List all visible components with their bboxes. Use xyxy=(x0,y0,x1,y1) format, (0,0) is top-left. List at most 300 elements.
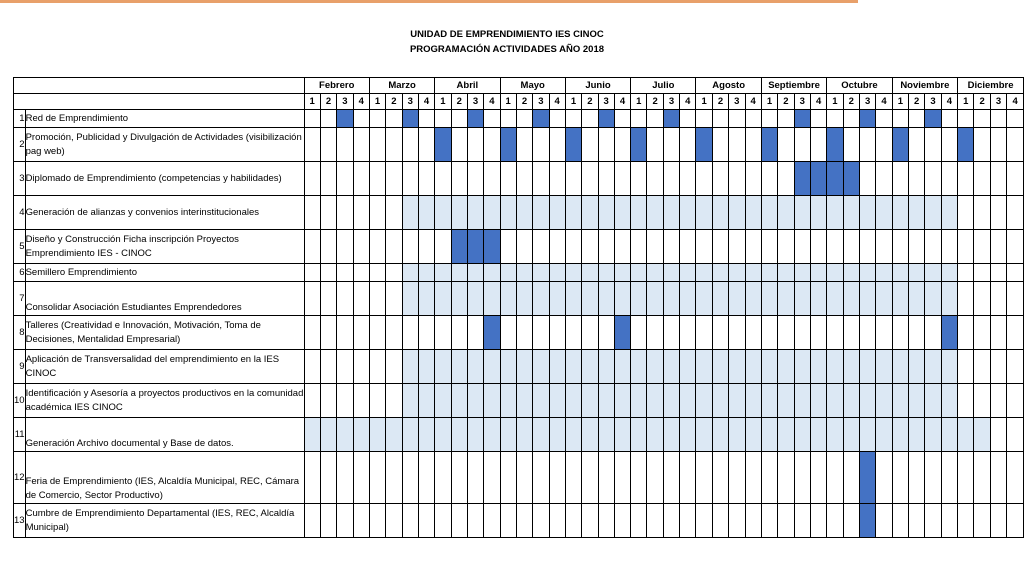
week-cell xyxy=(680,128,696,162)
activity-number: 10 xyxy=(14,384,26,418)
week-cell xyxy=(696,504,712,538)
ongoing-week-cell xyxy=(843,418,859,452)
week-cell xyxy=(549,452,565,504)
week-header: 3 xyxy=(794,94,810,110)
week-header: 4 xyxy=(614,94,630,110)
week-header: 4 xyxy=(1007,94,1024,110)
activity-row xyxy=(14,350,1024,384)
ongoing-week-cell xyxy=(614,264,630,282)
week-cell xyxy=(304,350,320,384)
ongoing-week-cell xyxy=(794,384,810,418)
week-cell xyxy=(827,504,843,538)
ongoing-week-cell xyxy=(631,384,647,418)
ongoing-week-cell xyxy=(516,264,532,282)
week-cell xyxy=(974,384,990,418)
week-cell xyxy=(729,316,745,350)
week-cell xyxy=(794,452,810,504)
week-cell xyxy=(304,452,320,504)
ongoing-week-cell xyxy=(614,196,630,230)
scheduled-week-cell xyxy=(402,110,418,128)
ongoing-week-cell xyxy=(435,350,451,384)
week-cell xyxy=(500,452,516,504)
scheduled-week-cell xyxy=(794,162,810,196)
week-cell xyxy=(386,264,402,282)
week-cell xyxy=(418,128,434,162)
week-cell xyxy=(778,128,794,162)
week-cell xyxy=(990,384,1006,418)
ongoing-week-cell xyxy=(876,196,892,230)
week-cell xyxy=(663,452,679,504)
week-cell xyxy=(337,452,353,504)
week-cell xyxy=(958,162,974,196)
week-cell xyxy=(1007,110,1024,128)
week-cell xyxy=(386,282,402,316)
week-cell xyxy=(320,196,336,230)
week-cell xyxy=(386,452,402,504)
ongoing-week-cell xyxy=(794,282,810,316)
ongoing-week-cell xyxy=(925,418,941,452)
week-cell xyxy=(353,264,369,282)
week-cell xyxy=(778,230,794,264)
week-cell xyxy=(696,230,712,264)
ongoing-week-cell xyxy=(761,350,777,384)
week-header: 4 xyxy=(810,94,826,110)
ongoing-week-cell xyxy=(843,384,859,418)
week-cell xyxy=(631,162,647,196)
week-cell xyxy=(876,162,892,196)
ongoing-week-cell xyxy=(500,282,516,316)
activity-label: Talleres (Creatividad e Innovación, Motivación, Toma de Decisiones, Mentalidad Empresarial) xyxy=(25,316,304,350)
week-cell xyxy=(810,128,826,162)
week-cell xyxy=(386,350,402,384)
week-cell xyxy=(647,162,663,196)
ongoing-week-cell xyxy=(712,384,728,418)
week-cell xyxy=(974,316,990,350)
ongoing-week-cell xyxy=(451,196,467,230)
week-cell xyxy=(941,128,957,162)
scheduled-week-cell xyxy=(614,316,630,350)
ongoing-week-cell xyxy=(810,384,826,418)
ongoing-week-cell xyxy=(909,384,925,418)
week-cell xyxy=(549,162,565,196)
week-cell xyxy=(500,316,516,350)
week-cell xyxy=(484,452,500,504)
week-header: 2 xyxy=(320,94,336,110)
week-cell xyxy=(974,504,990,538)
week-cell xyxy=(614,110,630,128)
ongoing-week-cell xyxy=(876,282,892,316)
week-cell xyxy=(484,110,500,128)
week-cell xyxy=(876,128,892,162)
week-cell xyxy=(794,128,810,162)
ongoing-week-cell xyxy=(516,196,532,230)
ongoing-week-cell xyxy=(647,282,663,316)
activity-row xyxy=(14,230,1024,264)
week-header: 2 xyxy=(451,94,467,110)
week-cell xyxy=(320,110,336,128)
week-header: 1 xyxy=(892,94,908,110)
ongoing-week-cell xyxy=(696,418,712,452)
ongoing-week-cell xyxy=(859,196,875,230)
ongoing-week-cell xyxy=(533,418,549,452)
week-cell xyxy=(729,162,745,196)
week-cell xyxy=(337,264,353,282)
activity-row xyxy=(14,110,1024,128)
ongoing-week-cell xyxy=(565,350,581,384)
week-header-row xyxy=(14,94,1024,110)
ongoing-week-cell xyxy=(712,350,728,384)
activity-row xyxy=(14,316,1024,350)
ongoing-week-cell xyxy=(304,418,320,452)
week-header: 4 xyxy=(549,94,565,110)
week-cell xyxy=(974,452,990,504)
ongoing-week-cell xyxy=(843,196,859,230)
week-header: 4 xyxy=(941,94,957,110)
month-header: Marzo xyxy=(369,78,434,94)
ongoing-week-cell xyxy=(337,418,353,452)
week-cell xyxy=(729,230,745,264)
header-corner xyxy=(14,78,305,94)
week-cell xyxy=(663,162,679,196)
week-header: 2 xyxy=(582,94,598,110)
week-cell xyxy=(369,452,385,504)
activity-label: Generación de alianzas y convenios interinstitucionales xyxy=(25,196,304,230)
week-cell xyxy=(402,316,418,350)
week-cell xyxy=(582,230,598,264)
top-accent-line xyxy=(0,0,858,3)
ongoing-week-cell xyxy=(500,264,516,282)
week-cell xyxy=(500,162,516,196)
week-header: 3 xyxy=(467,94,483,110)
week-cell xyxy=(958,230,974,264)
week-cell xyxy=(761,230,777,264)
week-header: 1 xyxy=(631,94,647,110)
week-cell xyxy=(386,230,402,264)
week-cell xyxy=(647,128,663,162)
scheduled-week-cell xyxy=(500,128,516,162)
ongoing-week-cell xyxy=(418,196,434,230)
activity-row xyxy=(14,452,1024,504)
week-header: 1 xyxy=(369,94,385,110)
ongoing-week-cell xyxy=(925,282,941,316)
week-cell xyxy=(484,504,500,538)
week-cell xyxy=(369,264,385,282)
week-cell xyxy=(500,110,516,128)
week-cell xyxy=(582,162,598,196)
activity-row xyxy=(14,504,1024,538)
ongoing-week-cell xyxy=(778,282,794,316)
ongoing-week-cell xyxy=(761,196,777,230)
week-cell xyxy=(565,110,581,128)
month-header-row xyxy=(14,78,1024,94)
week-cell xyxy=(337,282,353,316)
ongoing-week-cell xyxy=(484,350,500,384)
week-cell xyxy=(582,504,598,538)
week-cell xyxy=(369,230,385,264)
ongoing-week-cell xyxy=(729,264,745,282)
activity-number: 13 xyxy=(14,504,26,538)
week-cell xyxy=(647,504,663,538)
ongoing-week-cell xyxy=(598,418,614,452)
week-cell xyxy=(990,128,1006,162)
activity-number: 2 xyxy=(14,128,26,162)
week-cell xyxy=(304,282,320,316)
week-cell xyxy=(827,110,843,128)
week-header: 1 xyxy=(958,94,974,110)
week-cell xyxy=(647,316,663,350)
ongoing-week-cell xyxy=(549,418,565,452)
ongoing-week-cell xyxy=(598,350,614,384)
week-cell xyxy=(990,264,1006,282)
ongoing-week-cell xyxy=(876,418,892,452)
week-cell xyxy=(794,230,810,264)
ongoing-week-cell xyxy=(402,196,418,230)
ongoing-week-cell xyxy=(582,418,598,452)
ongoing-week-cell xyxy=(516,350,532,384)
week-cell xyxy=(859,128,875,162)
week-cell xyxy=(663,504,679,538)
ongoing-week-cell xyxy=(892,282,908,316)
week-cell xyxy=(958,504,974,538)
week-cell xyxy=(418,162,434,196)
week-header: 2 xyxy=(843,94,859,110)
week-cell xyxy=(353,162,369,196)
week-cell xyxy=(1007,196,1024,230)
ongoing-week-cell xyxy=(810,350,826,384)
week-cell xyxy=(794,316,810,350)
month-header: Mayo xyxy=(500,78,565,94)
week-cell xyxy=(941,504,957,538)
week-cell xyxy=(631,316,647,350)
week-cell xyxy=(843,316,859,350)
ongoing-week-cell xyxy=(516,282,532,316)
activity-label: Diseño y Construcción Ficha inscripción Proyectos Emprendimiento IES - CINOC xyxy=(25,230,304,264)
week-cell xyxy=(909,452,925,504)
week-cell xyxy=(435,316,451,350)
ongoing-week-cell xyxy=(745,282,761,316)
month-header: Agosto xyxy=(696,78,761,94)
activity-number: 3 xyxy=(14,162,26,196)
week-cell xyxy=(369,504,385,538)
ongoing-week-cell xyxy=(320,418,336,452)
week-header: 2 xyxy=(712,94,728,110)
ongoing-week-cell xyxy=(876,384,892,418)
week-cell xyxy=(320,282,336,316)
week-cell xyxy=(745,452,761,504)
ongoing-week-cell xyxy=(402,384,418,418)
week-cell xyxy=(1007,128,1024,162)
week-cell xyxy=(451,504,467,538)
week-cell xyxy=(304,162,320,196)
week-cell xyxy=(386,128,402,162)
scheduled-week-cell xyxy=(451,230,467,264)
week-cell xyxy=(680,110,696,128)
week-cell xyxy=(467,504,483,538)
week-cell xyxy=(582,452,598,504)
activity-label: Aplicación de Transversalidad del emprendimiento en la IES CINOC xyxy=(25,350,304,384)
week-cell xyxy=(778,162,794,196)
week-cell xyxy=(304,110,320,128)
ongoing-week-cell xyxy=(941,350,957,384)
week-cell xyxy=(451,110,467,128)
ongoing-week-cell xyxy=(663,384,679,418)
scheduled-week-cell xyxy=(761,128,777,162)
activity-schedule-table xyxy=(13,77,1024,538)
week-cell xyxy=(941,452,957,504)
week-cell xyxy=(909,128,925,162)
week-cell xyxy=(892,230,908,264)
ongoing-week-cell xyxy=(582,196,598,230)
week-cell xyxy=(598,230,614,264)
activity-number: 4 xyxy=(14,196,26,230)
ongoing-week-cell xyxy=(451,282,467,316)
week-cell xyxy=(353,230,369,264)
week-header: 1 xyxy=(696,94,712,110)
activity-label: Promoción, Publicidad y Divulgación de Actividades (visibilización pag web) xyxy=(25,128,304,162)
ongoing-week-cell xyxy=(909,418,925,452)
week-cell xyxy=(712,504,728,538)
week-cell xyxy=(876,110,892,128)
scheduled-week-cell xyxy=(484,316,500,350)
ongoing-week-cell xyxy=(696,350,712,384)
week-cell xyxy=(990,110,1006,128)
week-cell xyxy=(1007,350,1024,384)
ongoing-week-cell xyxy=(418,384,434,418)
week-cell xyxy=(320,162,336,196)
week-cell xyxy=(435,230,451,264)
week-cell xyxy=(974,162,990,196)
week-cell xyxy=(696,110,712,128)
week-cell xyxy=(990,230,1006,264)
ongoing-week-cell xyxy=(451,384,467,418)
week-cell xyxy=(909,162,925,196)
week-cell xyxy=(925,230,941,264)
week-cell xyxy=(304,504,320,538)
week-cell xyxy=(614,162,630,196)
ongoing-week-cell xyxy=(909,350,925,384)
document-subtitle: PROGRAMACIÓN ACTIVIDADES AÑO 2018 xyxy=(409,44,605,55)
week-cell xyxy=(843,128,859,162)
week-cell xyxy=(810,504,826,538)
week-cell xyxy=(402,452,418,504)
ongoing-week-cell xyxy=(549,350,565,384)
scheduled-week-cell xyxy=(467,110,483,128)
ongoing-week-cell xyxy=(941,264,957,282)
ongoing-week-cell xyxy=(925,264,941,282)
scheduled-week-cell xyxy=(859,504,875,538)
week-cell xyxy=(418,230,434,264)
week-cell xyxy=(1007,282,1024,316)
week-cell xyxy=(925,162,941,196)
week-cell xyxy=(990,162,1006,196)
ongoing-week-cell xyxy=(778,418,794,452)
week-cell xyxy=(810,230,826,264)
ongoing-week-cell xyxy=(941,282,957,316)
ongoing-week-cell xyxy=(712,196,728,230)
week-cell xyxy=(712,162,728,196)
week-cell xyxy=(353,282,369,316)
scheduled-week-cell xyxy=(941,316,957,350)
week-cell xyxy=(435,162,451,196)
ongoing-week-cell xyxy=(794,418,810,452)
ongoing-week-cell xyxy=(484,418,500,452)
week-cell xyxy=(712,316,728,350)
week-cell xyxy=(549,128,565,162)
week-cell xyxy=(337,162,353,196)
ongoing-week-cell xyxy=(794,264,810,282)
week-cell xyxy=(729,452,745,504)
week-cell xyxy=(990,452,1006,504)
week-cell xyxy=(990,504,1006,538)
week-cell xyxy=(909,316,925,350)
week-cell xyxy=(974,350,990,384)
ongoing-week-cell xyxy=(892,264,908,282)
ongoing-week-cell xyxy=(500,196,516,230)
scheduled-week-cell xyxy=(435,128,451,162)
week-cell xyxy=(631,110,647,128)
week-cell xyxy=(990,316,1006,350)
activity-row xyxy=(14,196,1024,230)
ongoing-week-cell xyxy=(484,196,500,230)
week-cell xyxy=(778,110,794,128)
ongoing-week-cell xyxy=(484,282,500,316)
week-header: 3 xyxy=(337,94,353,110)
ongoing-week-cell xyxy=(827,384,843,418)
ongoing-week-cell xyxy=(451,418,467,452)
scheduled-week-cell xyxy=(484,230,500,264)
ongoing-week-cell xyxy=(631,282,647,316)
header-corner xyxy=(14,94,305,110)
ongoing-week-cell xyxy=(467,196,483,230)
week-cell xyxy=(582,110,598,128)
ongoing-week-cell xyxy=(859,418,875,452)
week-cell xyxy=(337,128,353,162)
week-cell xyxy=(761,110,777,128)
week-cell xyxy=(892,162,908,196)
week-cell xyxy=(631,504,647,538)
week-header: 2 xyxy=(974,94,990,110)
week-cell xyxy=(892,316,908,350)
week-cell xyxy=(598,162,614,196)
week-cell xyxy=(435,504,451,538)
ongoing-week-cell xyxy=(761,282,777,316)
activity-number: 7 xyxy=(14,282,26,316)
week-cell xyxy=(1007,452,1024,504)
ongoing-week-cell xyxy=(810,196,826,230)
week-cell xyxy=(696,452,712,504)
week-cell xyxy=(827,316,843,350)
week-cell xyxy=(484,128,500,162)
ongoing-week-cell xyxy=(565,384,581,418)
week-cell xyxy=(369,110,385,128)
ongoing-week-cell xyxy=(859,350,875,384)
ongoing-week-cell xyxy=(631,196,647,230)
month-header: Julio xyxy=(631,78,696,94)
ongoing-week-cell xyxy=(892,384,908,418)
week-cell xyxy=(451,452,467,504)
week-header: 4 xyxy=(745,94,761,110)
ongoing-week-cell xyxy=(663,196,679,230)
scheduled-week-cell xyxy=(337,110,353,128)
week-header: 1 xyxy=(304,94,320,110)
ongoing-week-cell xyxy=(892,418,908,452)
week-cell xyxy=(647,230,663,264)
ongoing-week-cell xyxy=(761,418,777,452)
week-cell xyxy=(1007,384,1024,418)
week-cell xyxy=(418,110,434,128)
week-cell xyxy=(843,230,859,264)
week-cell xyxy=(418,316,434,350)
